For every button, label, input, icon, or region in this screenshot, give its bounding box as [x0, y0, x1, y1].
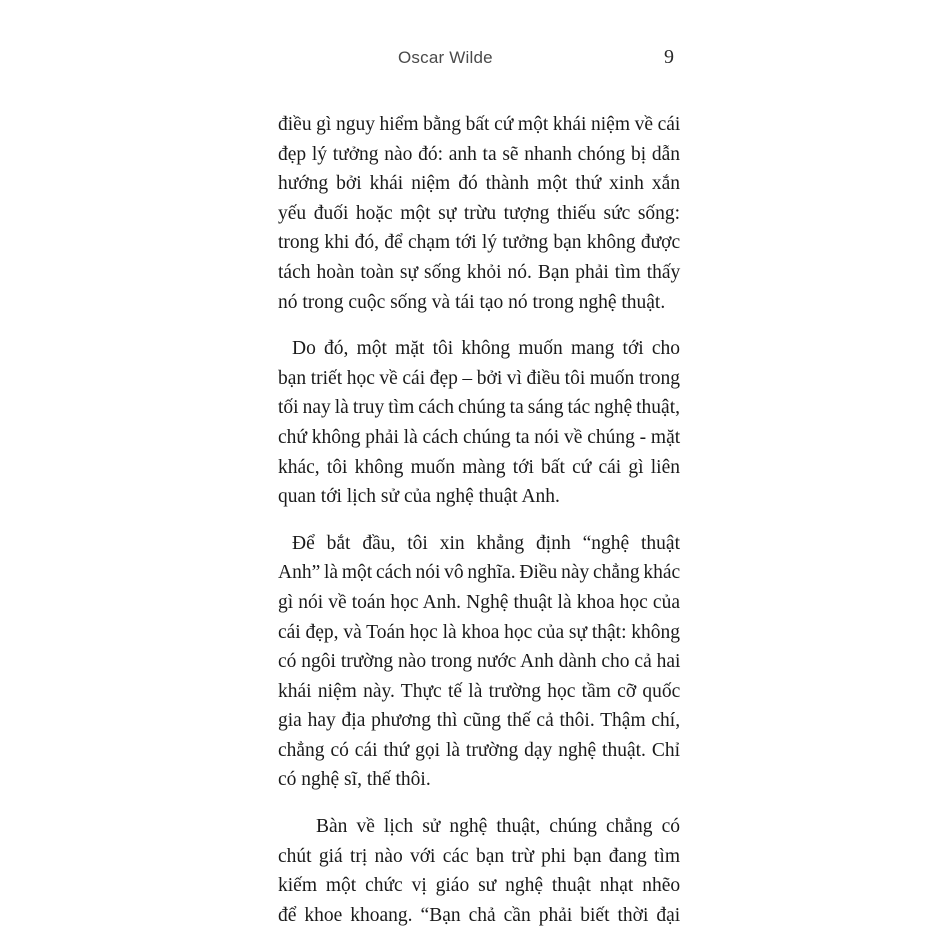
text-line: quan tới lịch sử của nghệ thuật Anh.: [278, 486, 560, 508]
body-text: [278, 110, 680, 947]
text-line: có nghệ sĩ, thế thôi.: [278, 769, 431, 791]
text-line: hướng bởi khái niệm đó thành một thứ xinh xắn: [278, 173, 680, 195]
paragraph-3: [278, 529, 680, 795]
text-line: tối nay là truy tìm cách chúng ta sáng tác nghệ thuật,: [278, 397, 680, 419]
text-line: trong khi đó, để chạm tới lý tưởng bạn không được: [278, 232, 681, 254]
text-line: để khoe khoang. “Bạn chả cần phải biết thời đại: [278, 904, 681, 926]
text-line: tách hoàn toàn sự sống khỏi nó. Bạn phải tìm thấy: [278, 261, 681, 283]
page-number: 9: [664, 46, 674, 68]
text-line: điều gì nguy hiểm bằng bất cứ một khái niệm về cái: [278, 114, 681, 135]
running-head-author: Oscar Wilde: [398, 48, 493, 67]
paragraph-4: [278, 812, 680, 930]
text-line: yếu đuối hoặc một sự trừu tượng thiếu sức sống:: [278, 202, 681, 224]
paragraph-1: [278, 110, 680, 317]
paragraph-2: [278, 334, 680, 512]
text-line: nó trong cuộc sống và tái tạo nó trong nghệ thuật.: [278, 291, 666, 313]
text-line: Do đó, một mặt tôi không muốn mang tới cho: [292, 338, 681, 360]
running-head: [0, 48, 945, 74]
text-line: đẹp lý tưởng nào đó: anh ta sẽ nhanh chóng bị dẫn: [278, 143, 680, 165]
text-line: chứ không phải là cách chúng ta nói về chúng - mặt: [278, 426, 681, 448]
text-line: gia hay địa phương thì cũng thế cả thôi. Thậm chí,: [278, 710, 681, 732]
text-line: gì nói về toán học Anh. Nghệ thuật là khoa học của: [278, 591, 680, 613]
text-line: chút giá trị nào với các bạn trừ phi bạn đang tìm: [278, 845, 680, 867]
text-line: Để bắt đầu, tôi xin khẳng định “nghệ thuật: [292, 532, 680, 554]
text-line: khái niệm này. Thực tế là trường học tầm cỡ quốc: [278, 680, 681, 702]
text-line: Bàn về lịch sử nghệ thuật, chúng chẳng có: [316, 816, 680, 838]
text-line: có ngôi trường nào trong nước Anh dành cho cả hai: [278, 651, 681, 673]
text-line: kiếm một chức vị giáo sư nghệ thuật nhạt nhẽo: [278, 875, 681, 897]
text-line: Anh” là một cách nói vô nghĩa. Điều này chẳng khác: [278, 562, 681, 584]
text-line: bạn triết học về cái đẹp – bởi vì điều tôi muốn trong: [278, 367, 680, 389]
text-line: khác, tôi không muốn màng tới bất cứ cái gì liên: [278, 456, 680, 478]
text-line: chẳng có cái thứ gọi là trường dạy nghệ thuật. Chỉ: [278, 739, 680, 761]
text-line: cái đẹp, và Toán học là khoa học của sự thật: không: [278, 621, 681, 643]
